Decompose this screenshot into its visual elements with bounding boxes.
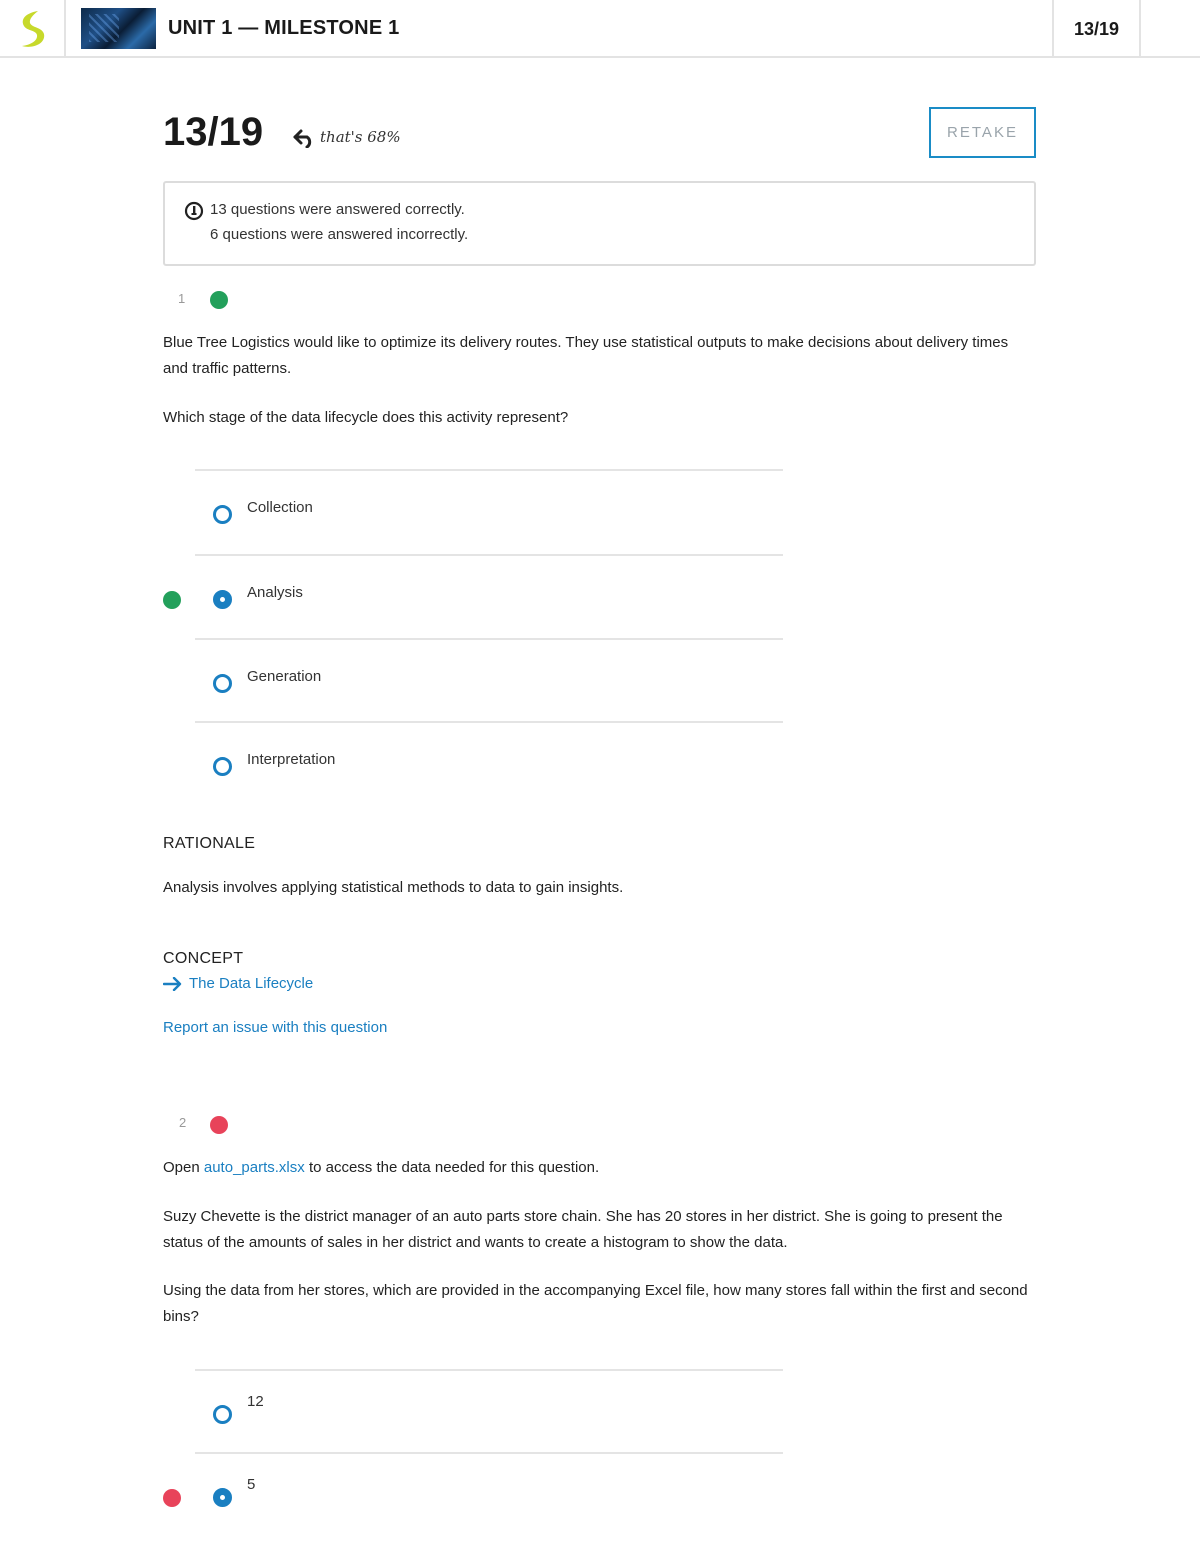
return-arrow-icon bbox=[292, 128, 316, 148]
info-icon bbox=[184, 201, 204, 221]
radio-button[interactable] bbox=[213, 674, 232, 693]
radio-button-selected[interactable] bbox=[213, 590, 232, 609]
radio-button[interactable] bbox=[213, 505, 232, 524]
top-bar bbox=[0, 0, 1200, 58]
score-total: 13/19 bbox=[163, 110, 264, 154]
question-number: 2 bbox=[179, 1115, 187, 1130]
answer-option[interactable] bbox=[195, 469, 783, 553]
radio-button-selected[interactable] bbox=[213, 1488, 232, 1507]
option-label: Generation bbox=[247, 668, 322, 685]
radio-button[interactable] bbox=[213, 1405, 232, 1424]
option-label: 12 bbox=[247, 1393, 264, 1410]
correct-status-dot bbox=[210, 291, 228, 309]
concept-link-text[interactable]: The Data Lifecycle bbox=[189, 975, 314, 992]
course-thumbnail bbox=[81, 8, 156, 49]
report-issue-link[interactable]: Report an issue with this question bbox=[163, 1019, 388, 1036]
open-prefix: Open bbox=[163, 1159, 200, 1176]
logo-icon bbox=[16, 9, 50, 49]
result-summary bbox=[163, 181, 1036, 266]
incorrect-count-text: 6 questions were answered incorrectly. bbox=[210, 226, 469, 243]
open-suffix: to access the data needed for this question. bbox=[308, 1159, 600, 1176]
answer-option[interactable] bbox=[195, 638, 783, 722]
sophia-logo[interactable] bbox=[0, 0, 66, 58]
question-prompt: Which stage of the data lifecycle does this activity represent? bbox=[163, 409, 569, 426]
score-percent bbox=[292, 128, 401, 148]
arrow-right-icon bbox=[163, 977, 183, 991]
question-prompt: Using the data from her stores, which are provided in the accompanying Excel file, how many stores fall within the first and second bins? bbox=[163, 1282, 1028, 1325]
question-text: Blue Tree Logistics would like to optimize its delivery routes. They use statistical outputs to make decisions about delivery times and traffic patterns. bbox=[163, 334, 1009, 377]
option-label: Analysis bbox=[247, 584, 303, 601]
answer-option[interactable] bbox=[195, 721, 783, 805]
option-label: Collection bbox=[247, 499, 313, 516]
incorrect-status-dot bbox=[210, 1116, 228, 1134]
rationale-text: Analysis involves applying statistical methods to data to gain insights. bbox=[163, 879, 624, 896]
question-instructions bbox=[163, 1155, 1033, 1181]
header-score bbox=[1052, 0, 1141, 58]
page-title: UNIT 1 — MILESTONE 1 bbox=[168, 17, 400, 39]
answer-option-selected[interactable] bbox=[195, 1452, 783, 1536]
retake-button[interactable]: RETAKE bbox=[929, 107, 1036, 158]
option-label: Interpretation bbox=[247, 751, 336, 768]
concept-link[interactable] bbox=[163, 975, 313, 992]
radio-button[interactable] bbox=[213, 757, 232, 776]
answer-option-selected[interactable] bbox=[195, 554, 783, 638]
option-label: 5 bbox=[247, 1476, 256, 1493]
incorrect-answer-marker bbox=[163, 1489, 181, 1507]
answer-option[interactable] bbox=[195, 1369, 783, 1453]
score-percent-text: that's 68% bbox=[320, 128, 401, 146]
rationale-heading: RATIONALE bbox=[163, 835, 256, 852]
question-text: Suzy Chevette is the district manager of an auto parts store chain. She has 20 stores in her district. She is going to present the status of the amounts of sales in her district and wants to create a histogram to show the data. bbox=[163, 1208, 1003, 1251]
correct-answer-marker bbox=[163, 591, 181, 609]
file-link[interactable]: auto_parts.xlsx bbox=[203, 1159, 305, 1176]
correct-count-text: 13 questions were answered correctly. bbox=[210, 201, 465, 218]
concept-heading: CONCEPT bbox=[163, 950, 244, 967]
header-score-value: 13/19 bbox=[1073, 19, 1120, 39]
question-number: 1 bbox=[178, 291, 186, 306]
